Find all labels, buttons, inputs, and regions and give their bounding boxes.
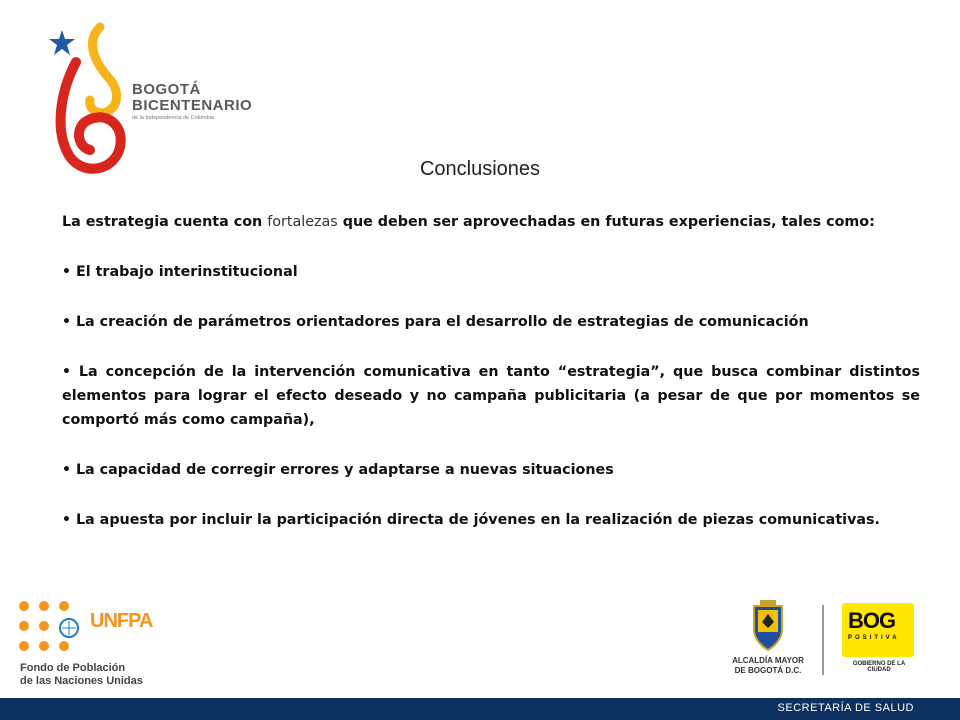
logo-subtitle: de la Independencia de Colombia [132, 115, 214, 121]
bullet-item [62, 360, 920, 432]
bog-box [842, 603, 914, 657]
intro-text-2: que deben ser aprovechadas en futuras experiencias, tales como: [337, 214, 875, 230]
slide-body [62, 210, 920, 532]
bicentenario-mark-icon [40, 22, 130, 177]
intro-paragraph [62, 210, 920, 234]
bullet-item [62, 458, 920, 482]
alcaldia-line2: DE BOGOTÁ D.C. [734, 666, 802, 675]
unfpa-subtitle-2: de las Naciones Unidas [20, 675, 143, 687]
bog-word: POSITIVA [848, 635, 900, 641]
bullet-text: La capacidad de corregir errores y adaptarse a nuevas situaciones [75, 462, 614, 478]
bullet-item [62, 508, 920, 532]
footer-bar [0, 698, 960, 720]
unfpa-name: UNFPA [90, 610, 153, 632]
coat-of-arms-icon [750, 600, 786, 652]
bullet-icon: • [62, 512, 71, 528]
slide-title: Conclusiones [419, 158, 541, 180]
bullet-icon: • [62, 264, 71, 280]
alcaldia-logo [728, 600, 808, 680]
bogota-positiva-logo [842, 603, 916, 675]
logo-title-line2: BICENTENARIO [132, 97, 253, 114]
footer-text: SECRETARÍA DE SALUD [777, 702, 914, 714]
intro-emphasis: fortalezas [267, 214, 338, 230]
bullet-icon: • [62, 364, 71, 380]
unfpa-dots-icon [18, 600, 88, 660]
bullet-icon: • [62, 462, 71, 478]
bullet-item [62, 260, 920, 284]
bullet-icon: • [62, 314, 71, 330]
bog-tagline: GOBIERNO DE LA CIUDAD [852, 661, 906, 673]
unfpa-subtitle-1: Fondo de Población [20, 662, 126, 674]
logo-divider [822, 605, 824, 675]
logo-title-line1: BOGOTÁ [132, 81, 201, 98]
bullet-text: La apuesta por incluir la participación directa de jóvenes en la realización de piezas comunicativas. [75, 512, 880, 528]
intro-text-1: La estrategia cuenta con [62, 214, 268, 230]
bullet-item [62, 310, 920, 334]
bullet-text: El trabajo interinstitucional [75, 264, 298, 280]
unfpa-logo [18, 600, 158, 692]
bullet-text: La creación de parámetros orientadores para el desarrollo de estrategias de comunicación [75, 314, 809, 330]
bog-mark: BOG [848, 608, 896, 633]
bullet-text: La concepción de la intervención comunicativa en tanto “estrategia”, que busca combinar distintos elementos para lograr el efecto deseado y no campaña publicitaria (a pesar de que por momentos se comportó más como campaña), [62, 364, 920, 428]
alcaldia-line1: ALCALDÍA MAYOR [732, 656, 804, 665]
